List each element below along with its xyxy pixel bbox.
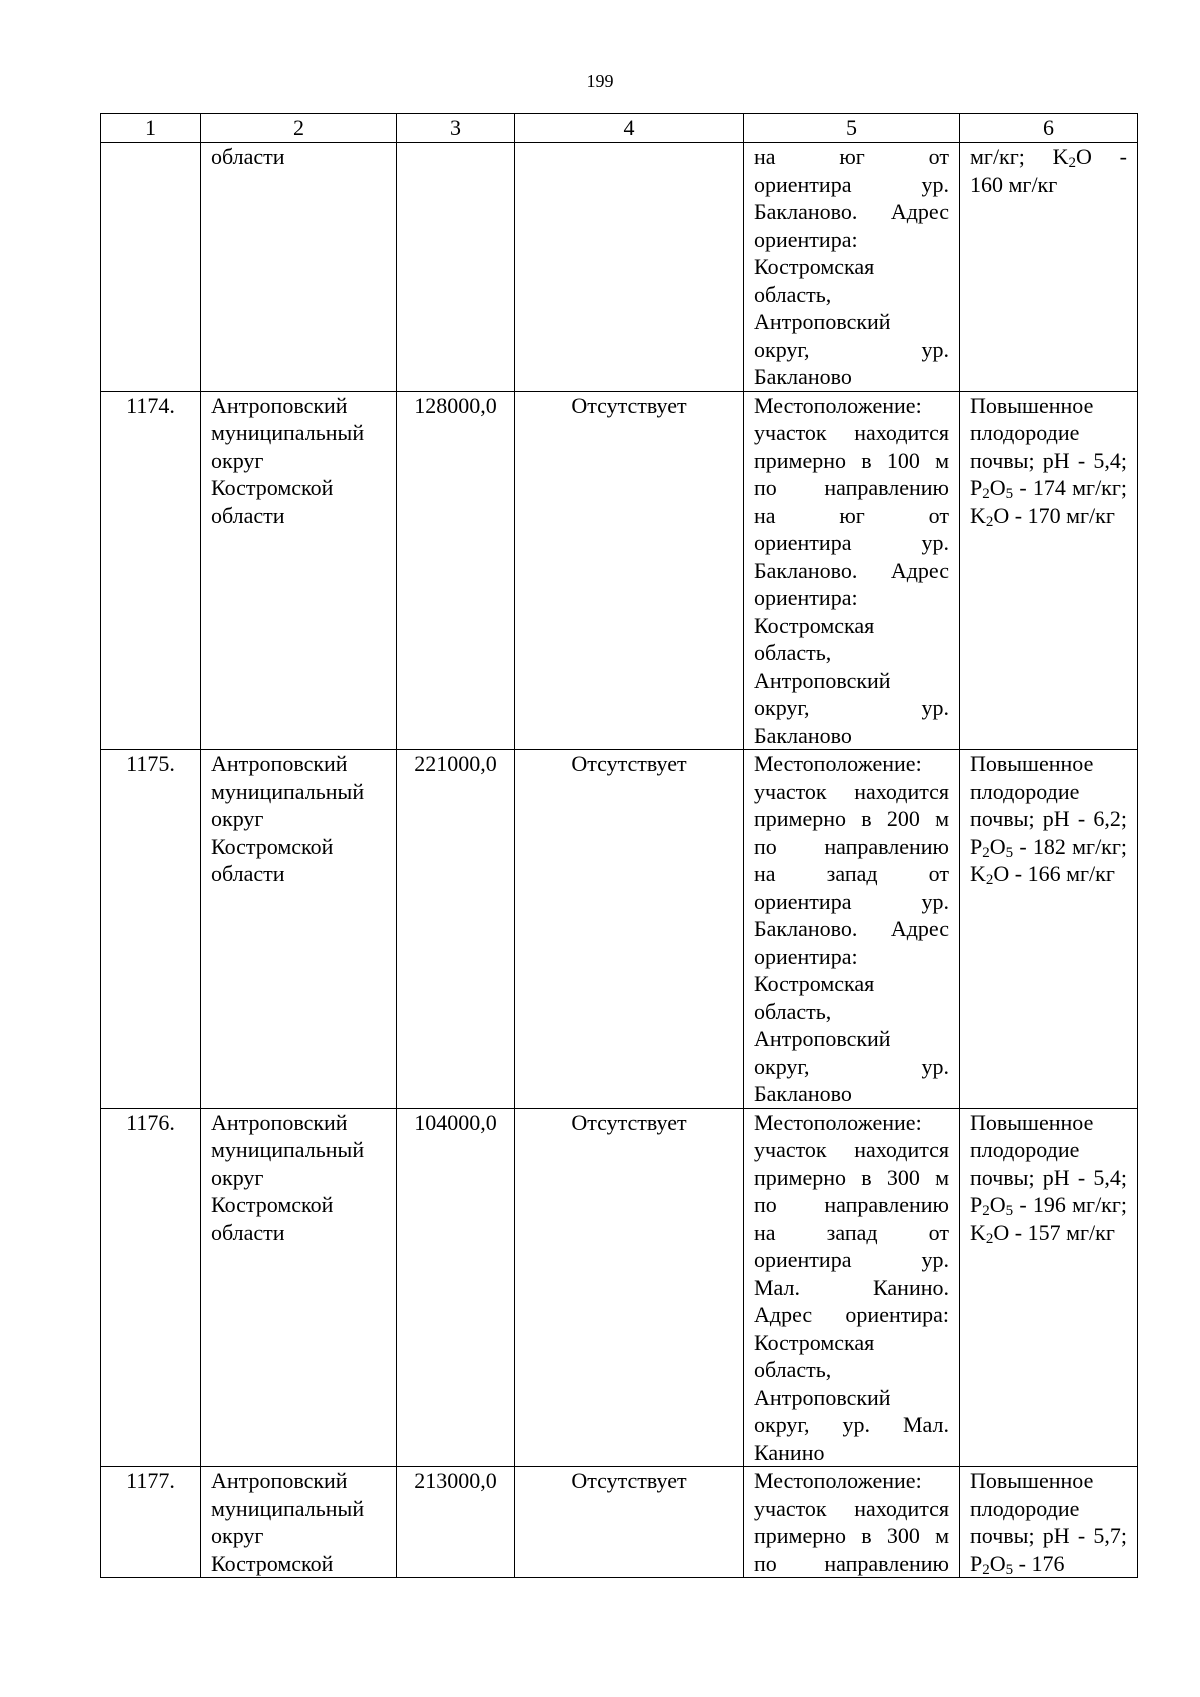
- location-line: Антроповский: [754, 309, 891, 334]
- column-header: 2: [201, 114, 397, 143]
- soil-unit: мг/кг;: [970, 144, 1053, 169]
- location-line: на юг от: [754, 502, 949, 528]
- location-line: область,: [754, 998, 832, 1024]
- location-cell: [744, 391, 960, 750]
- soil-cell: Повышенное плодородие почвы; pH - 6,2; $P_2O_5 - 182$ мг/кг; $K_2O - 166$ мг/кг: [960, 750, 1138, 1109]
- soil-k2o: 160 мг/кг: [970, 171, 1058, 197]
- location-cell: [744, 750, 960, 1109]
- owner-line: округ: [211, 1164, 264, 1190]
- owner-line: Антроповский: [211, 1109, 348, 1135]
- location-line: Бакланово: [754, 364, 852, 389]
- owner-line: муниципальный: [211, 1495, 365, 1521]
- soil-ph: 6,2: [1093, 806, 1121, 831]
- location-line: ориентира ур.: [754, 1247, 949, 1272]
- owner-cell: [201, 391, 397, 750]
- location-line: Местоположение:: [754, 751, 922, 776]
- soil-ph: 5,4: [1093, 447, 1121, 473]
- owner-line: Костромской: [211, 475, 334, 500]
- owner-line: муниципальный: [211, 420, 365, 445]
- location-line: ориентира:: [754, 943, 858, 969]
- soil-k2o: 157 мг/кг: [1027, 1219, 1115, 1245]
- encumbrance-cell: Отсутствует: [515, 1108, 744, 1467]
- location-line: Бакланово. Адрес: [754, 557, 949, 583]
- location-line: Местоположение:: [754, 1468, 922, 1493]
- location-line: Костромская: [754, 971, 875, 996]
- location-line: округ, ур.: [754, 336, 949, 362]
- soil-fertility: Повышенное плодородие почвы;: [970, 392, 1094, 473]
- column-header: 6: [960, 114, 1138, 143]
- row-number-cell: 1177.: [101, 1467, 201, 1578]
- soil-p2o5: 176: [1031, 1550, 1065, 1576]
- location-line: Бакланово: [754, 722, 852, 748]
- location-line: ориентира:: [754, 226, 858, 252]
- location-line: по направлению: [754, 1550, 949, 1576]
- soil-cell: [960, 143, 1138, 392]
- location-line: Местоположение:: [754, 392, 922, 418]
- location-cell: [744, 1467, 960, 1578]
- location-line: Антроповский: [754, 1026, 891, 1051]
- location-line: область,: [754, 281, 832, 307]
- location-line: примерно в 300 м: [754, 1523, 949, 1548]
- location-line: участок находится: [754, 1137, 949, 1162]
- location-line: по направлению: [754, 833, 949, 859]
- location-line: примерно в 300 м: [754, 1164, 949, 1190]
- column-header: 5: [744, 114, 960, 143]
- soil-cell: Повышенное плодородие почвы; pH - 5,7; $P_2O_5 - 176$: [960, 1467, 1138, 1578]
- soil-p2o5: 174: [1032, 475, 1066, 500]
- location-line: по направлению: [754, 475, 949, 500]
- column-number-row: [101, 114, 1138, 143]
- location-line: Костромская: [754, 1329, 875, 1355]
- location-line: примерно в 200 м: [754, 806, 949, 831]
- table-row: [101, 143, 1138, 392]
- owner-line: области: [211, 861, 285, 886]
- location-line: округ, ур.: [754, 1053, 949, 1079]
- table-row: [101, 1467, 1138, 1578]
- location-line: участок находится: [754, 1495, 949, 1521]
- location-line: ориентира ур.: [754, 171, 949, 197]
- area-cell: 213000,0: [397, 1467, 515, 1578]
- location-line: ориентира ур.: [754, 888, 949, 914]
- encumbrance-cell: Отсутствует: [515, 391, 744, 750]
- area-cell: 104000,0: [397, 1108, 515, 1467]
- table-row: [101, 391, 1138, 750]
- location-line: Костромская: [754, 254, 875, 279]
- area-cell: 128000,0: [397, 391, 515, 750]
- area-cell: 221000,0: [397, 750, 515, 1109]
- row-number-cell: 1175.: [101, 750, 201, 1109]
- soil-p2o5: 196: [1032, 1192, 1066, 1217]
- location-line: Мал. Канино.: [754, 1274, 949, 1300]
- encumbrance-cell: Отсутствует: [515, 750, 744, 1109]
- owner-line: Антроповский: [211, 1468, 348, 1493]
- soil-ph: 5,7: [1093, 1523, 1121, 1548]
- location-line: Бакланово. Адрес: [754, 199, 949, 224]
- location-line: округ, ур.: [754, 695, 949, 720]
- land-plots-table: [100, 113, 1138, 1578]
- encumbrance-cell: Отсутствует: [515, 1467, 744, 1578]
- soil-line: мг/кг; $K_2O$ -: [970, 144, 1127, 171]
- row-number-cell: 1176.: [101, 1108, 201, 1467]
- owner-line: округ: [211, 447, 264, 473]
- location-line: Бакланово. Адрес: [754, 916, 949, 941]
- location-line: Бакланово: [754, 1081, 852, 1106]
- location-line: Адрес ориентира:: [754, 1302, 949, 1327]
- owner-line: округ: [211, 806, 264, 831]
- location-line: Канино: [754, 1439, 825, 1465]
- location-line: примерно в 100 м: [754, 447, 949, 473]
- soil-p2o5: 182: [1032, 833, 1066, 859]
- soil-fertility: Повышенное плодородие почвы;: [970, 1109, 1094, 1190]
- page-number: 199: [586, 71, 614, 91]
- location-line: область,: [754, 1357, 832, 1382]
- location-line: Антроповский: [754, 667, 891, 693]
- owner-line: муниципальный: [211, 778, 365, 804]
- location-line: на запад от: [754, 1219, 949, 1245]
- owner-line: Костромской: [211, 1192, 334, 1217]
- area-cell: [397, 143, 515, 392]
- soil-k2o: 170 мг/кг: [1027, 502, 1115, 528]
- row-number-cell: 1174.: [101, 391, 201, 750]
- location-line: область,: [754, 640, 832, 665]
- location-line: Костромская: [754, 612, 875, 638]
- owner-line: округ: [211, 1523, 264, 1548]
- soil-cell: Повышенное плодородие почвы; pH - 5,4; $P_2O_5 - 196$ мг/кг; $K_2O - 157$ мг/кг: [960, 1108, 1138, 1467]
- column-header: 4: [515, 114, 744, 143]
- location-line: округ, ур. Мал.: [754, 1412, 949, 1437]
- location-line: ориентира:: [754, 585, 858, 610]
- location-line: на юг от: [754, 144, 949, 169]
- location-line: Антроповский: [754, 1384, 891, 1410]
- location-line: ориентира ур.: [754, 530, 949, 555]
- soil-cell: Повышенное плодородие почвы; pH - 5,4; $P_2O_5 - 174$ мг/кг; $K_2O - 170$ мг/кг: [960, 391, 1138, 750]
- owner-cell: [201, 1467, 397, 1578]
- owner-line: Костромской: [211, 833, 334, 859]
- table-row: [101, 1108, 1138, 1467]
- encumbrance-cell: [515, 143, 744, 392]
- table-row: [101, 750, 1138, 1109]
- location-line: участок находится: [754, 420, 949, 445]
- owner-line: Антроповский: [211, 392, 348, 418]
- owner-cell: [201, 143, 397, 392]
- owner-line: Антроповский: [211, 751, 348, 776]
- soil-k2o: 166 мг/кг: [1027, 861, 1115, 886]
- owner-line: Костромской: [211, 1550, 334, 1576]
- soil-ph: 5,4: [1093, 1164, 1121, 1190]
- owner-line: области: [211, 144, 285, 169]
- location-line: Местоположение:: [754, 1109, 922, 1135]
- owner-cell: [201, 1108, 397, 1467]
- soil-fertility: Повышенное плодородие почвы;: [970, 1468, 1094, 1548]
- owner-line: области: [211, 1219, 285, 1245]
- owner-line: области: [211, 502, 285, 528]
- location-cell: [744, 1108, 960, 1467]
- location-line: на запад от: [754, 861, 949, 886]
- location-line: по направлению: [754, 1192, 949, 1217]
- location-cell: [744, 143, 960, 392]
- column-header: 1: [101, 114, 201, 143]
- column-header: 3: [397, 114, 515, 143]
- location-line: участок находится: [754, 778, 949, 804]
- owner-line: муниципальный: [211, 1137, 365, 1162]
- row-number-cell: [101, 143, 201, 392]
- owner-cell: [201, 750, 397, 1109]
- soil-fertility: Повышенное плодородие почвы;: [970, 751, 1094, 831]
